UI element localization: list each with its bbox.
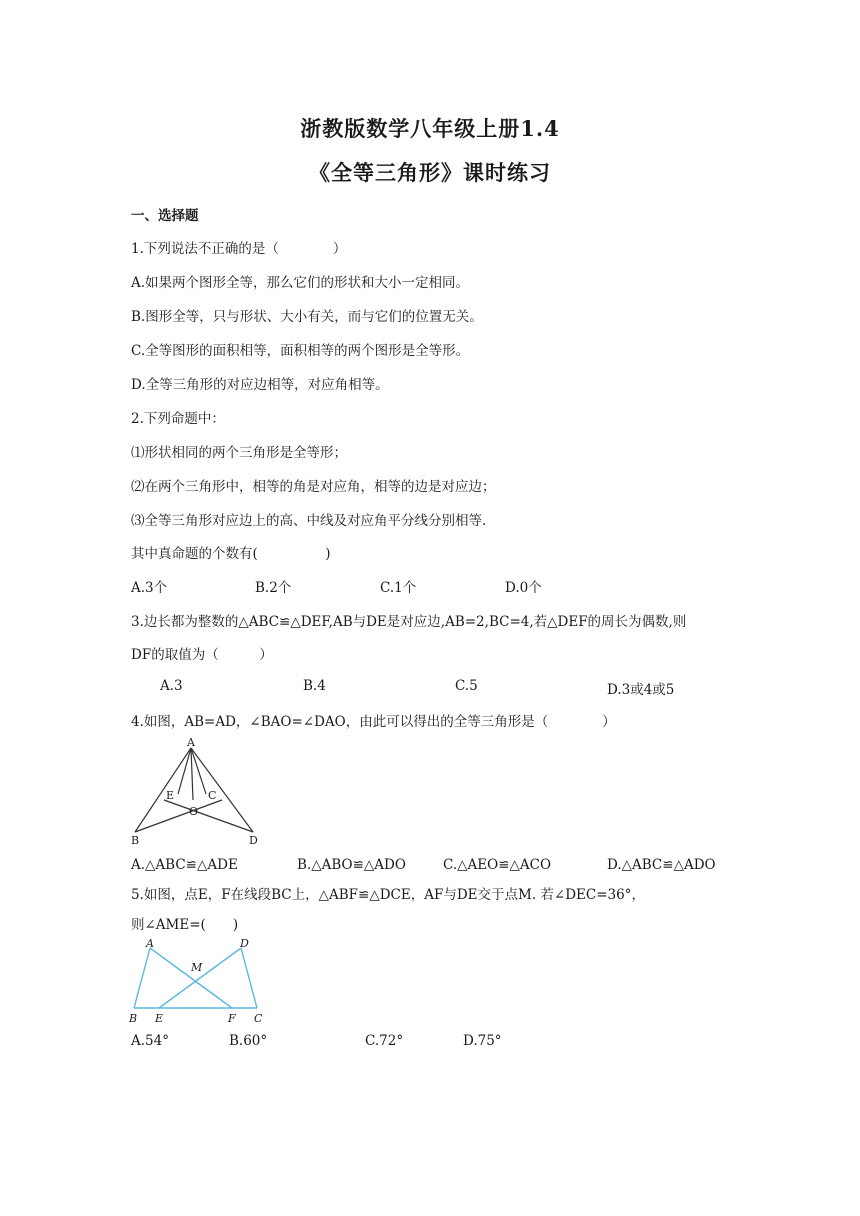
q2-option-b: B.2个 (255, 580, 292, 596)
q4-option-a: A.△ABC≌△ADE (131, 857, 238, 873)
q5-segment-cd (241, 948, 257, 1008)
q1-option-c: C.全等图形的面积相等，面积相等的两个图形是全等形。 (131, 343, 470, 359)
q2-item-1: ⑴形状相同的两个三角形是全等形； (131, 445, 347, 461)
q5-label-c: C (254, 1012, 263, 1025)
q5-label-a: A (146, 937, 154, 950)
q3-option-d: D.3或4或5 (607, 682, 675, 698)
q3-option-a: A.3 (160, 678, 183, 694)
q3-stem-line-1: 3.边长都为整数的△ABC≌△DEF,AB与DE是对应边,AB=2,BC=4,若△DEF的周长为偶数,则 (131, 614, 687, 630)
q4-segment-ad (191, 748, 253, 832)
q3-stem-line-2: DF的取值为（ ） (131, 647, 273, 663)
q5-figure (128, 936, 268, 1026)
q5-label-m: M (191, 961, 203, 974)
q4-segment-ac (191, 748, 206, 794)
q5-label-d: D (240, 937, 249, 950)
q2-option-a: A.3个 (131, 580, 168, 596)
q2-item-3: ⑶全等三角形对应边上的高、中线及对应角平分线分别相等. (131, 513, 487, 529)
q4-label-b: B (131, 834, 140, 847)
q2-option-c: C.1个 (380, 580, 417, 596)
q4-option-d: D.△ABC≌△ADO (607, 857, 716, 873)
q1-option-d: D.全等三角形的对应边相等，对应角相等。 (131, 377, 389, 393)
q5-label-f: F (228, 1012, 236, 1025)
q4-segment-ao (191, 748, 193, 800)
q4-label-a: A (187, 736, 195, 749)
q1-stem: 1.下列说法不正确的是（ ） (131, 241, 347, 257)
q1-option-a: A.如果两个图形全等，那么它们的形状和大小一定相同。 (131, 275, 470, 291)
q4-segment-ae (178, 748, 191, 794)
q5-option-d: D.75° (463, 1033, 502, 1049)
q5-stem-line-2: 则∠AME=( ) (131, 917, 239, 933)
q5-option-c: C.72° (365, 1033, 404, 1049)
section-heading: 一、选择题 (131, 208, 199, 224)
q3-option-b: B.4 (303, 678, 326, 694)
q4-option-b: B.△ABO≌△ADO (297, 857, 406, 873)
title-line-2: 《全等三角形》课时练习 (309, 160, 551, 185)
q1-option-b: B.图形全等，只与形状、大小有关，而与它们的位置无关。 (131, 309, 483, 325)
q5-label-b: B (129, 1012, 138, 1025)
q4-label-e: E (166, 789, 175, 802)
q4-figure (128, 736, 268, 848)
q4-label-c: C (208, 789, 217, 802)
q4-label-o: O (189, 805, 199, 818)
q2-stem: 2.下列命题中： (131, 411, 225, 427)
q2-option-d: D.0个 (505, 580, 542, 596)
q2-item-2: ⑵在两个三角形中，相等的角是对应角，相等的边是对应边； (131, 479, 496, 495)
q5-option-a: A.54° (131, 1033, 169, 1049)
q5-label-e: E (155, 1012, 164, 1025)
q4-segment-ab (135, 748, 191, 832)
title-line-1: 浙教版数学八年级上册1.4 (300, 116, 560, 141)
q4-label-d: D (249, 834, 258, 847)
q5-stem-line-1: 5.如图，点E，F在线段BC上，△ABF≌△DCE，AF与DE交于点M. 若∠DEC=36°， (131, 887, 645, 903)
q4-option-c: C.△AEO≌△ACO (443, 857, 552, 873)
q5-segment-ab (134, 948, 150, 1008)
q4-stem: 4.如图，AB=AD，∠BAO=∠DAO，由此可以得出的全等三角形是（ ） (131, 714, 616, 730)
q5-option-b: B.60° (229, 1033, 268, 1049)
q2-question: 其中真命题的个数有( ) (131, 546, 331, 562)
q5-segment-af (150, 948, 232, 1008)
q3-option-c: C.5 (455, 678, 478, 694)
q5-segment-de (159, 948, 241, 1008)
